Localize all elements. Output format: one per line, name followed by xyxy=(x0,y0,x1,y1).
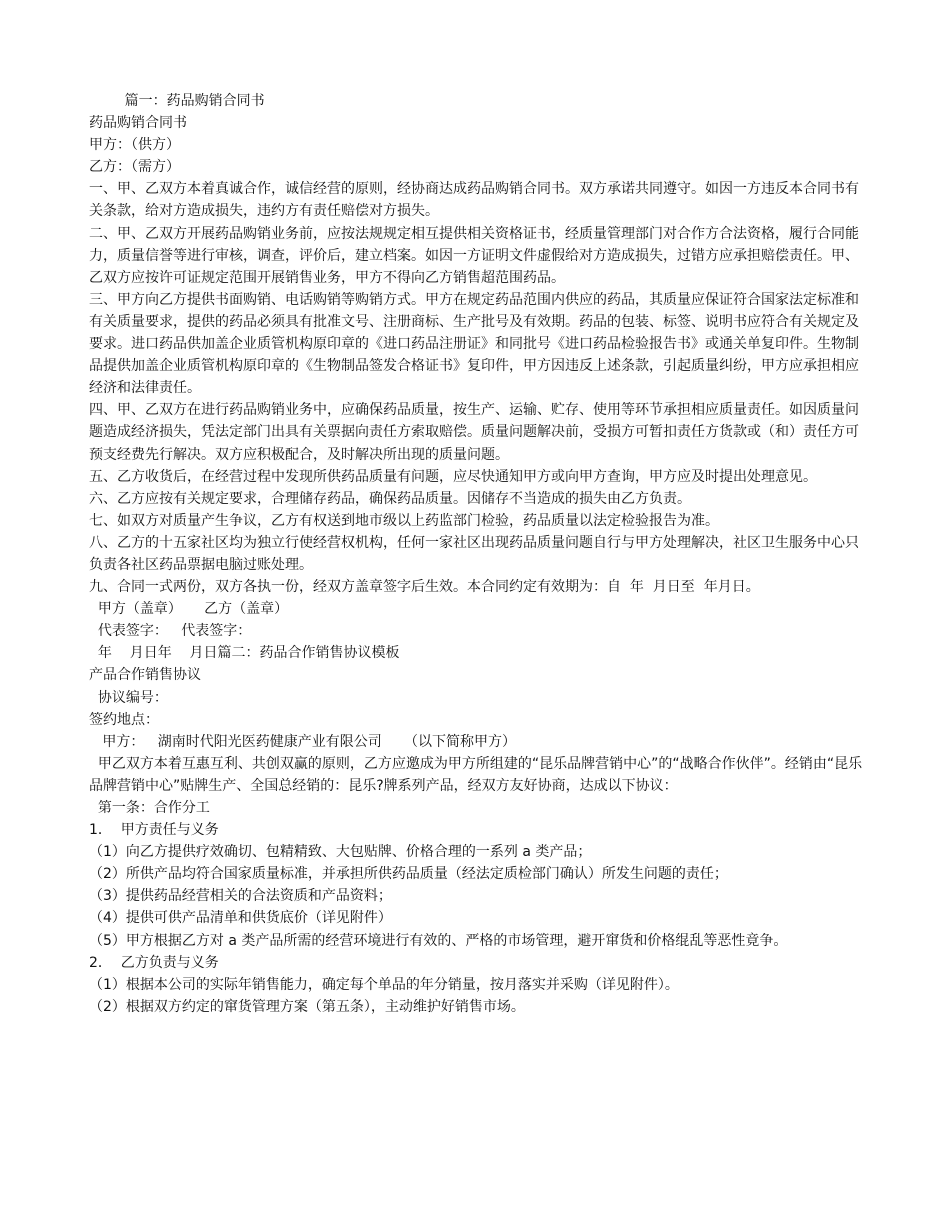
party-a-name: 甲方： 湖南时代阳光医药健康产业有限公司 （以下简称甲方） xyxy=(89,733,516,750)
party-a-duties-heading: 1． 甲方责任与义务 xyxy=(89,822,219,839)
duty-a-4: （4）提供可供产品清单和供货底价（详见附件） xyxy=(89,910,392,927)
contract-title: 药品购销合同书 xyxy=(89,115,187,132)
duty-b-1: （1）根据本公司的实际年销售能力，确定每个单品的年分销量，按月落实并采购（详见附件）。 xyxy=(89,976,679,993)
agreement-title: 产品合作销售协议 xyxy=(89,667,201,684)
duty-a-2: （2）所供产品均符合国家质量标准，并承担所供药品质量（经法定质检部门确认）所发生问题的责任； xyxy=(89,866,728,883)
duty-a-3: （3）提供药品经营相关的合法资质和产品资料； xyxy=(89,888,392,905)
duty-a-1: （1）向乙方提供疗效确切、包精精致、大包贴牌、价格合理的一系列 a 类产品； xyxy=(89,844,592,861)
clause-2: 二、甲、乙双方开展药品购销业务前，应按法规规定相互提供相关资格证书，经质量管理部门对合作方合法资格，履行合同能力，质量信誉等进行审核，调查，评价后，建立档案。如因一方证明文件虚假给对方造成损失，过错方应承担赔偿责任。甲、乙双方应按许可证规定范围开展销售业务，甲方不得向乙方销售超范围药品。 xyxy=(89,225,859,286)
party-b-line: 乙方：（需方） xyxy=(89,159,180,176)
seal-line: 甲方（盖章） 乙方（盖章） xyxy=(89,601,289,618)
date-line: 年 月日年 月日篇二：药品合作销售协议模板 xyxy=(89,645,400,662)
duty-b-2: （2）根据双方约定的窜货管理方案（第五条），主动维护好销售市场。 xyxy=(89,998,525,1015)
preamble: 甲乙双方本着互惠互利、共创双赢的原则，乙方应邀成为甲方所组建的“昆乐品牌营销中心”的“战略合作伙伴”。经销由“昆乐品牌营销中心”贴牌生产、全国总经销的：昆乐?牌系列产品，经双方友好协商，达成以下协议： xyxy=(89,755,863,794)
party-a-line: 甲方：（供方） xyxy=(89,137,180,154)
document-body xyxy=(89,90,869,1018)
signing-location: 签约地点： xyxy=(89,711,159,728)
party-b-duties-heading: 2． 乙方负责与义务 xyxy=(89,954,219,971)
duty-a-5: （5）甲方根据乙方对 a 类产品所需的经营环境进行有效的、严格的市场管理，避开窜货和价格绲乱等恶性竟争。 xyxy=(89,932,788,949)
section-title: 篇一：药品购销合同书 xyxy=(89,93,265,109)
clause-1: 一、甲、乙双方本着真诚合作，诚信经营的原则，经协商达成药品购销合同书。双方承诺共同遵守。如因一方违反本合同书有关条款，给对方造成损失，违约方有责任赔偿对方损失。 xyxy=(89,181,859,220)
clause-8: 八、乙方的十五家社区均为独立行使经营权机构，任何一家社区出现药品质量问题自行与甲方处理解决，社区卫生服务中心只负责各社区药品票据电脑过账处理。 xyxy=(89,534,859,573)
clause-5: 五、乙方收货后，在经营过程中发现所供药品质量有问题，应尽快通知甲方或向甲方查询，甲方应及时提出处理意见。 xyxy=(89,468,817,485)
clause-7: 七、如双方对质量产生争议，乙方有权送到地市级以上药监部门检验，药品质量以法定检验报告为准。 xyxy=(89,512,719,529)
clause-9: 九、合同一式两份，双方各执一份，经双方盖章签字后生效。本合同约定有效期为：自 年 月日至 年月日。 xyxy=(89,579,760,596)
article-1-heading: 第一条：合作分工 xyxy=(89,800,210,816)
agreement-number: 协议编号： xyxy=(89,689,168,706)
clause-6: 六、乙方应按有关规定要求，合理储存药品，确保药品质量。因储存不当造成的损失由乙方负责。 xyxy=(89,490,691,507)
clause-3: 三、甲方向乙方提供书面购销、电话购销等购销方式。甲方在规定药品范围内供应的药品，其质量应保证符合国家法定标准和有关质量要求，提供的药品必须具有批准文号、注册商标、生产批号及有效期。药品的包装、标签、说明书应符合有关规定及要求。进口药品供加盖企业质管机构原印章的《进口药品注册证》和同批号《进口药品检验报告书》或通关单复印件。生物制品提供加盖企业质管机构原印章的《生物制品签发合格证书》复印件，甲方因违反上述条款，引起质量纠纷，甲方应承担相应经济和法律责任。 xyxy=(89,291,859,397)
clause-4: 四、甲、乙双方在进行药品购销业务中，应确保药品质量，按生产、运输、贮存、使用等环节承担相应质量责任。如因质量问题造成经济损失，凭法定部门出具有关票据向责任方索取赔偿。质量问题解决前，受损方可暂扣责任方货款或（和）责任方可预支经费先行解决。双方应积极配合，及时解决所出现的质量问题。 xyxy=(89,402,859,463)
signature-line: 代表签字： 代表签字： xyxy=(89,623,252,640)
